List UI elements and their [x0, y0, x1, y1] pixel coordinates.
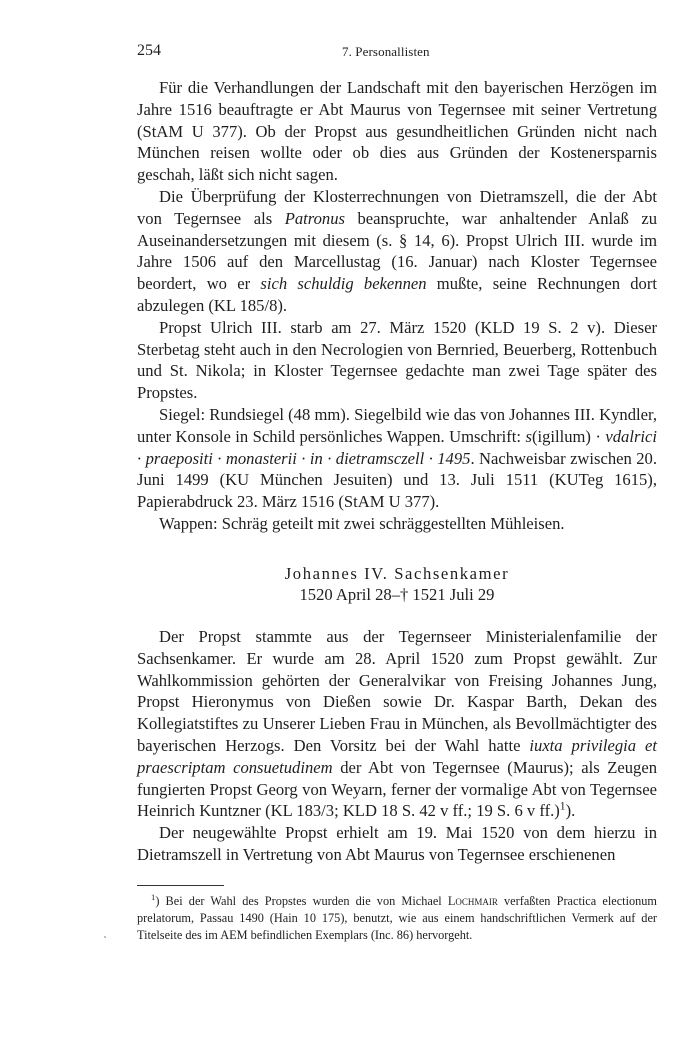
text-run: der Abt von Tegernsee (Maurus); als Zeugen fungierten Propst Georg von Weyarn, ferner der vormalige Abt von Tegernsee Heinrich Kuntzner (KL 183/3; KLD 18 S. 42 v ff.; 19 S. 6 v ff.) [137, 757, 658, 821]
footnote-reference: 1 [559, 799, 566, 813]
italic-quote: sich schuldig bekennen [260, 274, 427, 294]
paragraph: Der neugewählte Propst erhielt am 19. Mai 1520 von dem hierzu in Dietramszell in Vertretung von Abt Maurus von Tegernsee erschienenen [137, 823, 657, 864]
italic-term: Patronus [284, 208, 345, 228]
text-run: ). [565, 801, 576, 821]
text-run: Die Überprüfung der Klosterrechnungen von Dietramszell, die der Abt von Tegernsee als [137, 186, 657, 228]
italic-quote: iuxta privilegia et praescriptam consuetudinem [137, 735, 657, 777]
paragraph: Für die Verhandlungen der Landschaft mit den bayerischen Herzögen im Jahre 1516 beauftragte er Abt Maurus von Tegernsee mit seiner Vertretung (StAM U 377). Ob der Propst aus gesundheitlichen Gründen nicht nach München reisen wollte oder ob dies aus Gründen der Kostenersparnis geschah, läßt sich nicht sagen. [137, 78, 657, 185]
text-run: mußte, seine Rechnungen dort abzulegen (KL 185/8). [137, 274, 657, 315]
page-header [137, 42, 657, 64]
footnote-rule [137, 885, 224, 886]
text-run: ) Bei der Wahl des Propstes wurden die von Michael [155, 894, 448, 908]
author-name: Lochmair [447, 894, 498, 908]
italic-term: s [525, 426, 532, 446]
text-run: Siegel: Rundsiegel (48 mm). Siegelbild wie das von Johannes III. Kyndler, unter Konsole in Schild persönliches Wappen. Umschrift: [137, 404, 657, 446]
paragraph-coat-of-arms: Wappen: Schräg geteilt mit zwei schräggestellten Mühleisen. [159, 513, 565, 533]
scan-speck [104, 936, 106, 938]
italic-inscription: vdalrici · praepositi · monasterii · in · dietramsczell · 1495 [137, 426, 657, 468]
person-name: Johannes IV. Sachsenkamer [284, 564, 510, 583]
page-number: 254 [137, 42, 161, 59]
text-run: . Nachweisbar zwischen 20. Juni 1499 (KU München Jesuiten) und 13. Juli 1511 (KUTeg 1615), Papierabdruck 23. März 1516 (StAM U 377). [137, 448, 657, 512]
person-dates: 1520 April 28–† 1521 Juli 29 [299, 585, 495, 604]
paragraph: Propst Ulrich III. starb am 27. März 1520 (KLD 19 S. 2 v). Dieser Sterbetag steht auch in den Necrologien von Bernried, Beuerberg, Rottenbuch und St. Nikola; in Kloster Tegernsee gedachte man zwei Tage später des Propstes. [137, 317, 657, 403]
footnote [137, 893, 657, 944]
paragraph [137, 626, 657, 822]
text-run: beanspruchte, war anhaltender Anlaß zu Auseinandersetzungen mit diesem (s. § 14, 6). Propst Ulrich III. wurde im Jahre 1506 auf den Marcellustag (16. Januar) nach Kloster Tegernsee beordert, wo er [137, 208, 658, 294]
text-run: Der Propst stammte aus der Tegernseer Ministerialenfamilie der Sachsenkamer. Er wurde am 28. April 1520 zum Propst gewählt. Zur Wahlkommission gehörten der Generalvikar von Freising Johannes Jung, Propst Hieronymus von Dießen sowie Dr. Kaspar Barth, Dekan des Kollegiatstiftes zu Unserer Lieben Frau in München, als Bevollmächtigter des bayerischen Herzogs. Den Vorsitz bei der Wahl hatte [137, 627, 657, 755]
footnote-text [137, 893, 657, 944]
main-text-section-1 [137, 77, 657, 535]
person-heading [137, 563, 657, 605]
text-run: verfaßten Practica electionum prelatorum, Passau 1490 (Hain 10 175), benutzt, wie aus einem handschriftlichen Vermerk auf der Titelseite des im AEM befindlichen Exemplars (Inc. 86) hervorgeht. [137, 894, 657, 942]
main-text-section-2 [137, 626, 657, 866]
paragraph [137, 186, 657, 317]
paragraph-seal [137, 404, 657, 513]
text-run: (igillum) · [531, 426, 606, 446]
running-head: 7. Personallisten [342, 44, 430, 59]
footnote-marker: 1 [151, 891, 156, 902]
